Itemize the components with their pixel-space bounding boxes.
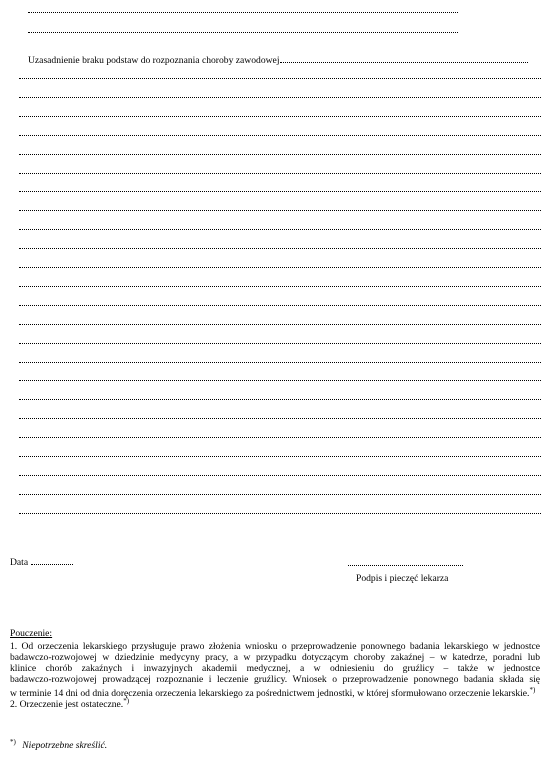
signature-line[interactable] — [348, 565, 463, 566]
writing-line[interactable] — [19, 418, 541, 419]
writing-line[interactable] — [19, 513, 541, 514]
footnote — [10, 737, 107, 751]
dotted-line-top-1 — [28, 12, 458, 13]
writing-line[interactable] — [19, 362, 541, 363]
instruction-line-4: badawczo-rozwojowej prowadzącej rozpoznanie i leczenie gruźlicy. Wniosek o przeprowadzenie ponownego badania składa się — [10, 674, 540, 685]
writing-line[interactable] — [19, 475, 541, 476]
writing-line[interactable] — [19, 437, 541, 438]
date-label: Data — [10, 557, 29, 568]
date-field[interactable] — [10, 557, 73, 568]
instruction-line-2: badawczo-rozwojowej w dziedzinie medycyny pracy, a w przypadku dotyczącym choroby zakaźnej – w katedrze, poradni lub — [10, 652, 540, 663]
writing-line[interactable] — [19, 116, 541, 117]
footnote-marker: *) — [10, 738, 16, 746]
writing-line[interactable] — [19, 229, 541, 230]
instruction-line-3: klinice chorób zakaźnych i inwazyjnych akademii medycznej, a w odniesieniu do gruźlicy – także w jednostce — [10, 663, 540, 674]
writing-line[interactable] — [19, 456, 541, 457]
signature-caption: Podpis i pieczęć lekarza — [356, 573, 449, 584]
writing-line[interactable] — [19, 97, 541, 98]
writing-line[interactable] — [19, 154, 541, 155]
instruction-item-2 — [10, 696, 129, 710]
instruction-heading: Pouczenie: — [10, 628, 53, 639]
justification-label-text: Uzasadnienie braku podstaw do rozpoznania choroby zawodowej — [28, 55, 280, 66]
writing-line[interactable] — [19, 191, 541, 192]
writing-line[interactable] — [19, 78, 541, 79]
writing-line[interactable] — [19, 305, 541, 306]
writing-line[interactable] — [19, 286, 541, 287]
instruction-line-1: 1. Od orzeczenia lekarskiego przysługuje prawo złożenia wniosku o przeprowadzenie ponownego badania lekarskiego w jednostce — [10, 641, 540, 652]
writing-line[interactable] — [19, 343, 541, 344]
writing-line[interactable] — [19, 324, 541, 325]
justification-label — [28, 55, 528, 66]
writing-line[interactable] — [19, 494, 541, 495]
writing-line[interactable] — [19, 173, 541, 174]
justification-label-dots — [280, 62, 528, 63]
writing-line[interactable] — [19, 380, 541, 381]
footnote-text: Niepotrzebne skreślić. — [22, 740, 108, 751]
dotted-line-top-2 — [28, 32, 458, 33]
writing-line[interactable] — [19, 135, 541, 136]
footnote-ref-2: *) — [123, 697, 130, 705]
writing-line[interactable] — [19, 399, 541, 400]
writing-line[interactable] — [19, 210, 541, 211]
instruction-line-5-text: w terminie 14 dni od dnia doręczenia orzeczenia lekarskiego za pośrednictwem jednostki, w której sformułowano orzeczenie lekarskie. — [10, 688, 530, 699]
instruction-item-2-text: 2. Orzeczenie jest ostateczne. — [10, 699, 124, 710]
writing-line[interactable] — [19, 248, 541, 249]
writing-line[interactable] — [19, 267, 541, 268]
date-dots — [31, 564, 73, 565]
footnote-ref-1: *) — [529, 686, 536, 694]
